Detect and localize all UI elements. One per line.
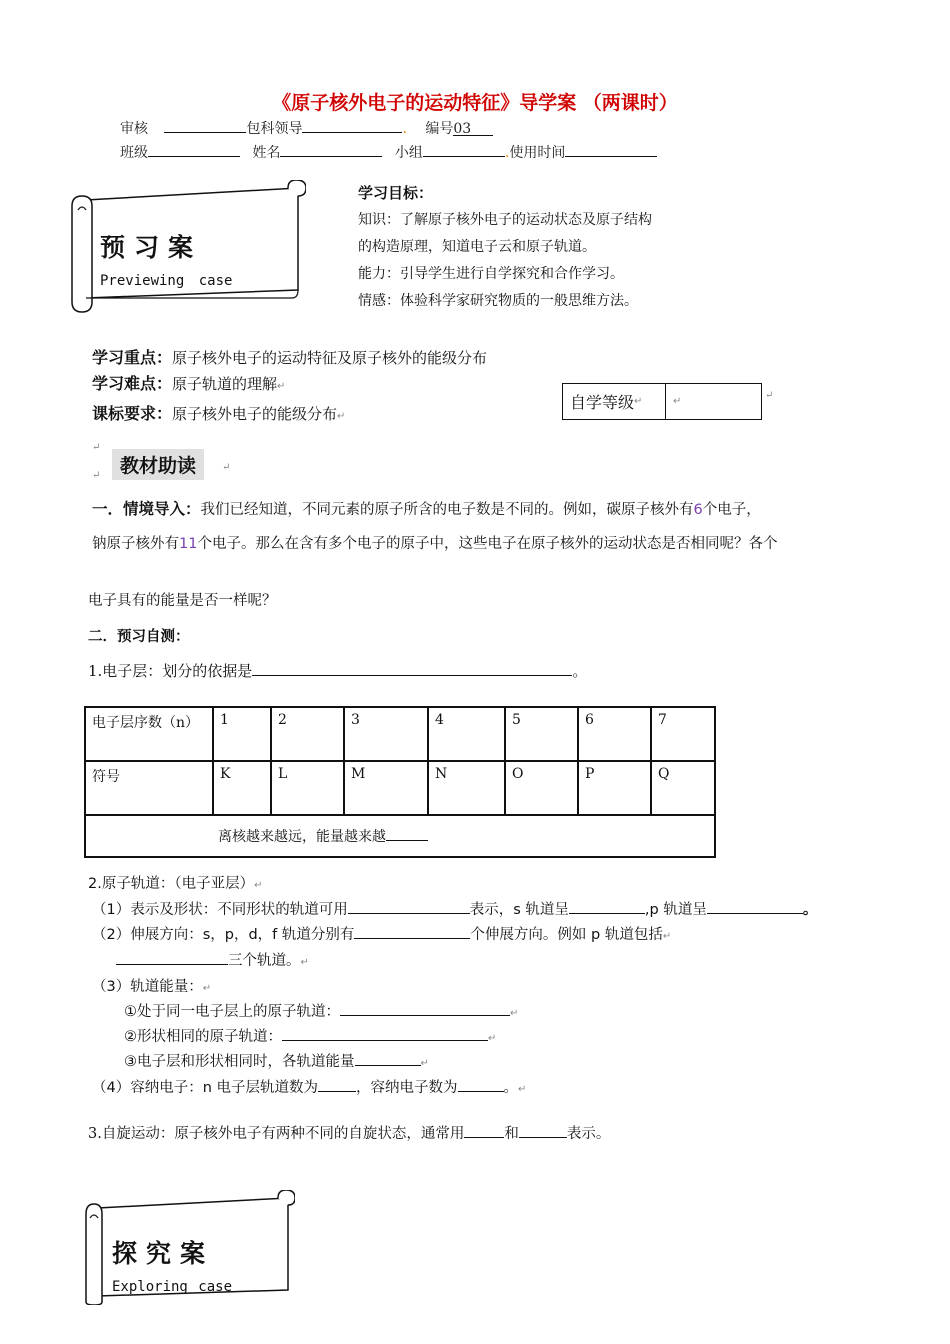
question-1: 1.电子层：划分的依据是 。 [88, 662, 588, 680]
table-cell: M [344, 761, 428, 815]
group-blank[interactable] [423, 142, 505, 157]
focus-row [92, 345, 487, 368]
grade-value-cell[interactable]: ↵ [673, 396, 682, 407]
difficulty-row: 学习难点：原子轨道的理解↵ [92, 374, 286, 393]
group-label: 小组 [394, 145, 423, 161]
q2c-blank-2[interactable] [282, 1027, 488, 1041]
q3-blank-1[interactable] [464, 1123, 504, 1138]
self-test-heading: 二．预习自测： [88, 629, 190, 645]
table-row [85, 707, 715, 761]
carbon-count: 6 [693, 502, 703, 518]
number-label: 编号 [425, 121, 454, 137]
explore-subtitle: Exploring case [112, 1279, 233, 1295]
intro-line-3: 电子具有的能量是否一样呢？ [88, 593, 277, 609]
q2a-blank-2[interactable] [569, 900, 645, 914]
q2d-blank-1[interactable] [318, 1078, 356, 1092]
explore-title: 探究案 [112, 1239, 215, 1268]
paragraph-mark-icon: ↵ [765, 390, 774, 401]
focus-text: 原子核外电子的运动特征及原子核外的能级分布 [172, 349, 488, 367]
class-label: 班级 [120, 145, 148, 161]
q2c-blank-3[interactable] [355, 1052, 421, 1066]
lead-blank[interactable] [302, 118, 402, 133]
sodium-count: 11 [179, 536, 198, 552]
q2a-blank-3[interactable] [707, 900, 803, 914]
preview-subtitle: Previewing case [100, 273, 233, 289]
question-2c-3: ③电子层和形状相同时，各轨道能量 ↵ [124, 1054, 429, 1070]
textbook-reading-tag: 教材助读 [112, 449, 204, 480]
lead-label: 包科领导 [246, 121, 303, 137]
goal-line: 的构造原理，知道电子云和原子轨道。 [358, 239, 596, 255]
table-cell: O [505, 761, 578, 815]
table-cell: 3 [344, 707, 428, 761]
goal-line: 能力：引导学生进行自学探究和合作学习。 [358, 266, 624, 282]
class-blank[interactable] [148, 142, 240, 157]
preview-title: 预习案 [100, 233, 203, 262]
q2b-blank-2[interactable] [116, 951, 228, 965]
q2d-blank-2[interactable] [458, 1078, 504, 1092]
number-value: 03 [453, 121, 493, 136]
time-label: 使用时间 [509, 145, 566, 161]
question-2b-cont: 三个轨道。↵ [116, 949, 309, 970]
q2c-blank-1[interactable] [340, 1002, 510, 1016]
table-cell: L [271, 761, 344, 815]
question-2-heading: 2.原子轨道：（电子亚层）↵ [88, 876, 263, 892]
table-row [85, 761, 715, 815]
review-label: 审核 [120, 121, 148, 137]
table-header-cell: 电子层序数（n） [85, 707, 213, 761]
self-study-grade-box [562, 383, 762, 420]
table-row [85, 815, 715, 857]
paragraph-mark-icon: ↵ [222, 462, 231, 473]
table-cell: P [578, 761, 651, 815]
question-2b: （2）伸展方向：s，p，d，f 轨道分别有 个伸展方向。例如 p 轨道包括↵ [92, 927, 672, 943]
page-title: 《原子核外电子的运动特征》导学案 （两课时） [272, 92, 678, 114]
standard-row: 课标要求：原子核外电子的能级分布↵ [92, 404, 346, 423]
q2a-blank-1[interactable] [348, 900, 470, 914]
table-header-cell: 符号 [85, 761, 213, 815]
table-cell: Q [651, 761, 715, 815]
question-2a: （1）表示及形状：不同形状的轨道可用 表示，s 轨道呈 ,p 轨道呈 。 [92, 902, 818, 918]
intro-label: 一．情境导入： [92, 500, 201, 518]
explore-scroll-banner [80, 1190, 295, 1305]
question-2c-1: ①处于同一电子层上的原子轨道： ↵ [124, 1004, 519, 1020]
intro-line-1: 一．情境导入：我们已经知道，不同元素的原子所含的电子数是不同的。例如，碳原子核外有6个电子， [92, 500, 761, 518]
difficulty-label: 学习难点： [92, 374, 173, 393]
table-cell: 7 [651, 707, 715, 761]
table-cell: 2 [271, 707, 344, 761]
goal-line: 情感：体验科学家研究物质的一般思维方法。 [358, 293, 638, 309]
question-2c-2: ②形状相同的原子轨道： ↵ [124, 1029, 497, 1045]
question-3: 3.自旋运动：原子核外电子有两种不同的自旋状态，通常用 和 表示。 [88, 1122, 610, 1143]
name-blank[interactable] [280, 142, 382, 157]
electron-shell-table [84, 706, 716, 858]
goals-heading: 学习目标： [358, 184, 434, 202]
goal-line: 知识：了解原子核外电子的运动状态及原子结构 [358, 212, 652, 228]
table-cell: 6 [578, 707, 651, 761]
difficulty-text: 原子轨道的理解 [172, 375, 278, 393]
table-cell: 4 [428, 707, 505, 761]
table-footer-cell: 离核越来越远，能量越来越 [85, 815, 715, 857]
review-blank[interactable] [164, 118, 246, 133]
table-cell: N [428, 761, 505, 815]
grade-label: 自学等级 ↵ [563, 384, 666, 419]
table-cell: 1 [213, 707, 271, 761]
intro-line-2: 钠原子核外有11个电子。那么在含有多个电子的原子中，这些电子在原子核外的运动状态是否相同呢？各个 [92, 536, 778, 552]
meta-line-1: 审核 包科领导 . 编号03 [120, 118, 493, 138]
preview-scroll-banner [66, 180, 306, 315]
meta-line-2: 班级 姓名 小组 .使用时间 [120, 142, 657, 162]
q2b-blank-1[interactable] [354, 925, 470, 939]
focus-label: 学习重点： [92, 348, 173, 367]
table-cell: 5 [505, 707, 578, 761]
paragraph-mark-icon: ↵ [92, 470, 101, 481]
paragraph-mark-icon: ↵ [92, 442, 101, 453]
q3-blank-2[interactable] [519, 1123, 567, 1138]
standard-text: 原子核外电子的能级分布 [172, 405, 338, 423]
name-label: 姓名 [252, 145, 281, 161]
standard-label: 课标要求： [92, 404, 173, 423]
q1-blank[interactable] [252, 661, 572, 676]
question-2c-heading: （3）轨道能量：↵ [92, 979, 212, 995]
table-cell: K [213, 761, 271, 815]
question-2d: （4）容纳电子：n 电子层轨道数为 ，容纳电子数为 。↵ [92, 1080, 527, 1096]
energy-blank[interactable] [386, 826, 428, 841]
time-blank[interactable] [565, 142, 657, 157]
